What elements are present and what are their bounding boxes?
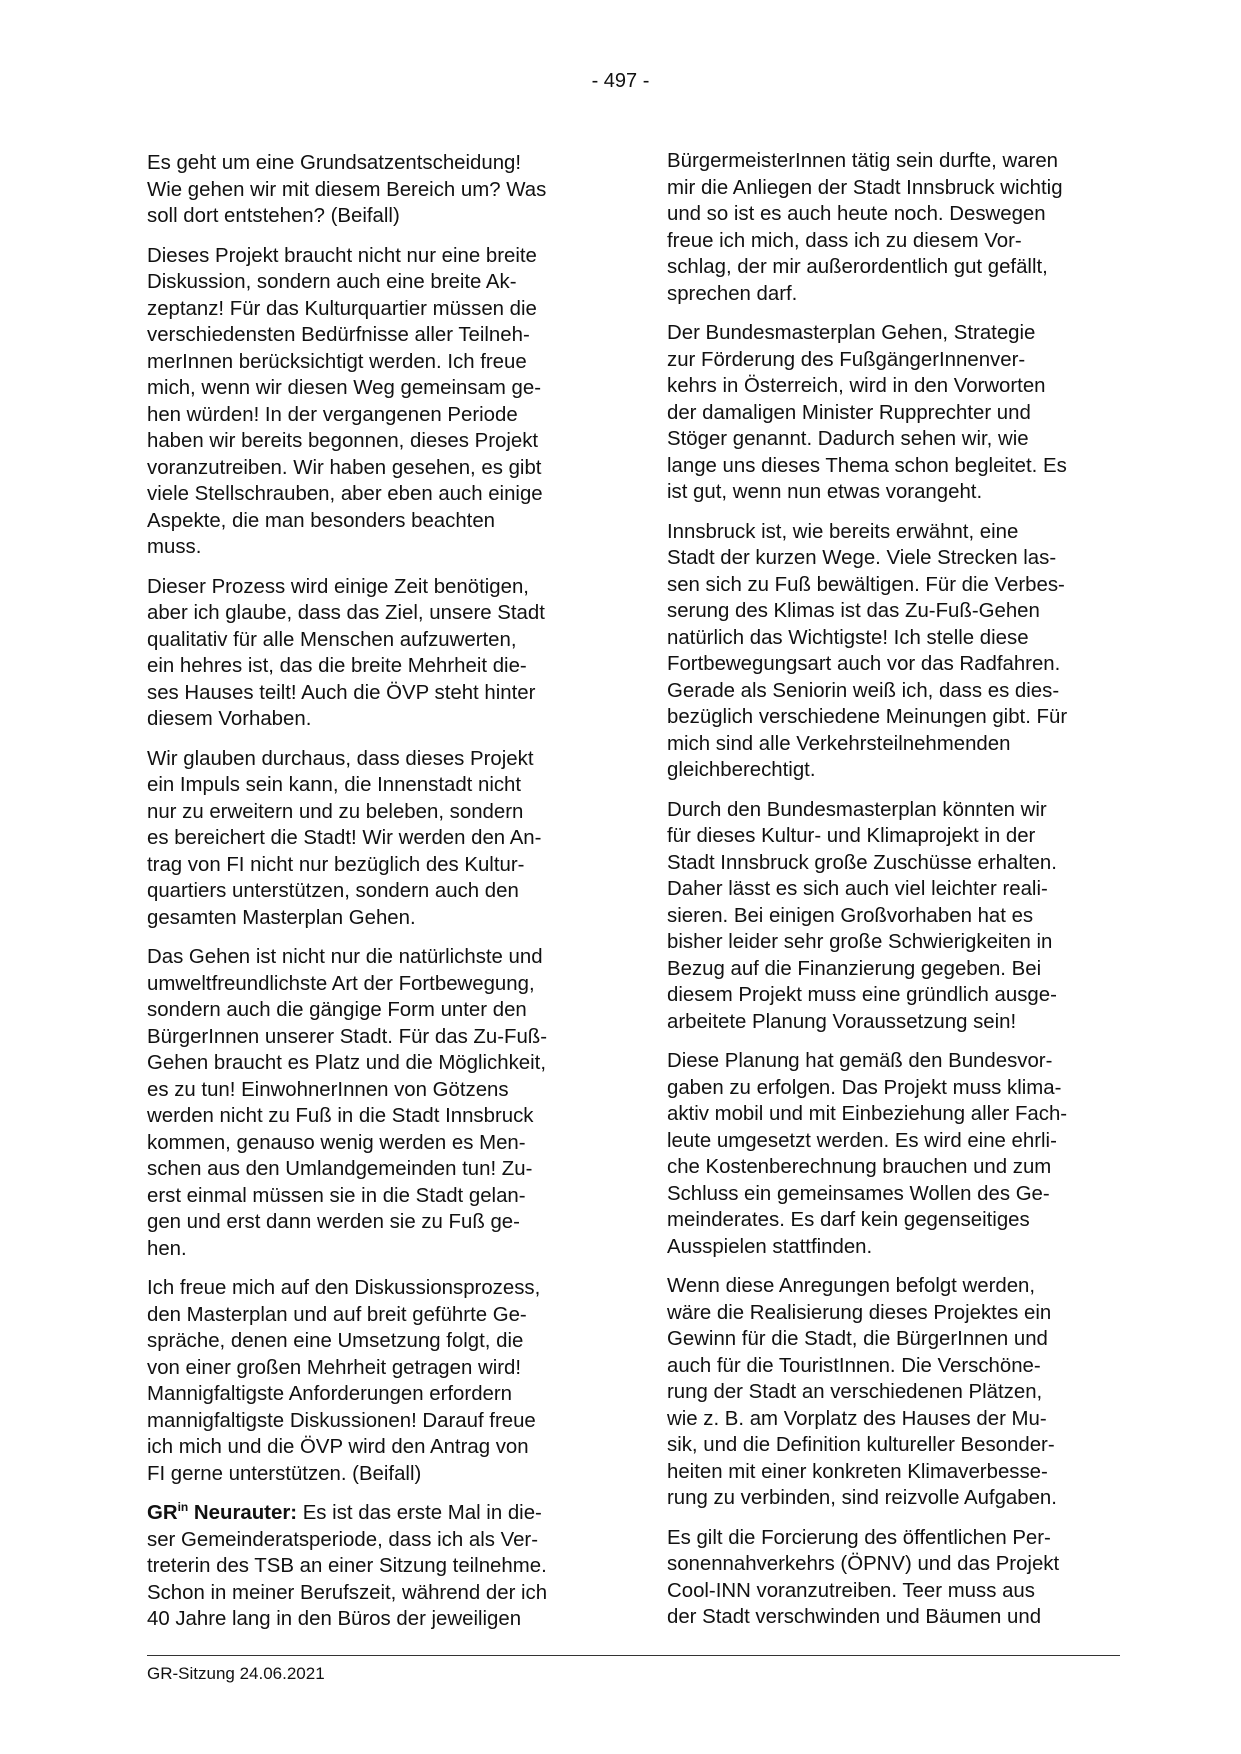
paragraph: Es geht um eine Grundsatzentscheidung! Wie gehen wir mit diesem Bereich um? Was soll dort entstehen? (Beifall) [147, 152, 547, 227]
footer-session-date: GR-Sitzung 24.06.2021 [147, 1664, 325, 1683]
speaker-text: Es ist das erste Mal in die- ser Gemeinderatsperiode, dass ich als Ver- treterin des TSB an einer Sitzung teilnehme. Schon in meiner Berufszeit, während der ich 40 Jahre lang in den Büros der jeweiligen [147, 1502, 548, 1630]
speaker-name [147, 1502, 297, 1524]
paragraph: Wir glauben durchaus, dass dieses Projekt ein Impuls sein kann, die Innenstadt nicht nur zu erweitern und zu beleben, sondern es bereichert die Stadt! Wir werden den An- trag von FI nicht nur bezüglich des Kultur- quartiers unterstützen, sondern auch den gesamten Masterplan Gehen. [147, 747, 542, 929]
paragraph: Diese Planung hat gemäß den Bundesvor- gaben zu erfolgen. Das Projekt muss klima- aktiv mobil und mit Einbeziehung aller Fach- leute umgesetzt werden. Es wird eine ehrli- che Kostenberechnung brauchen und zum Schluss ein gemeinsames Wollen des Ge- meinderates. Es darf kein gegenseitiges Ausspielen stattfinden. [667, 1050, 1068, 1258]
paragraph: Das Gehen ist nicht nur die natürlichste und umweltfreundlichste Art der Fortbewegung, sondern auch die gängige Form unter den BürgerInnen unserer Stadt. Für das Zu-Fuß- Gehen braucht es Platz und die Möglichkeit, es zu tun! EinwohnerInnen von Götzens werden nicht zu Fuß in die Stadt Innsbruck kommen, genauso wenig werden es Men- schen aus den Umlandgemeinden tun! Zu- erst einmal müssen sie in die Stadt gelan- gen und erst dann werden sie zu Fuß ge- hen. [147, 946, 548, 1260]
paragraph: BürgermeisterInnen tätig sein durfte, waren mir die Anliegen der Stadt Innsbruck wichtig und so ist es auch heute noch. Deswegen freue ich mich, dass ich zu diesem Vor- schlag, der mir außerordentlich gut gefällt, sprechen darf. [667, 150, 1063, 305]
paragraph: Es gilt die Forcierung des öffentlichen Per- sonennahverkehrs (ÖPNV) und das Projekt Cool-INN voranzutreiben. Teer muss aus der Stadt verschwinden und Bäumen und [667, 1526, 1060, 1628]
page-number: - 497 - [591, 70, 650, 92]
footer-divider [147, 1655, 1120, 1656]
paragraph: Der Bundesmasterplan Gehen, Strategie zur Förderung des FußgängerInnenver- kehrs in Österreich, wird in den Vorworten der damaligen Minister Rupprechter und Stöger genannt. Dadurch sehen wir, wie lange uns dieses Thema schon begleitet. Es ist gut, wenn nun etwas vorangeht. [667, 322, 1067, 503]
paragraph: Innsbruck ist, wie bereits erwähnt, eine Stadt der kurzen Wege. Viele Strecken las- sen sich zu Fuß bewältigen. Für die Verbes- serung des Klimas ist das Zu-Fuß-Gehen natürlich das Wichtigste! Ich stelle diese Fortbewegungsart auch vor das Radfahren. Gerade als Seniorin weiß ich, dass es dies- bezüglich verschiedene Meinungen gibt. Für mich sind alle Verkehrsteilnehmenden gleichberechtigt. [667, 520, 1068, 781]
paragraph: Wenn diese Anregungen befolgt werden, wäre die Realisierung dieses Projektes ein Gewinn für die Stadt, die BürgerInnen und auch für die TouristInnen. Die Verschöne- rung der Stadt an verschiedenen Plätzen, wie z. B. am Vorplatz des Hauses der Mu- sik, und die Definition kultureller Besonder- heiten mit einer konkreten Klimaverbesse- rung zu verbinden, sind reizvolle Aufgaben. [667, 1275, 1057, 1509]
speaker-title-superscript: in [177, 1500, 189, 1514]
paragraph: Dieses Projekt braucht nicht nur eine breite Diskussion, sondern auch eine breite Ak- zeptanz! Für das Kulturquartier müssen die verschiedensten Bedürfnisse aller Teilneh- merInnen berücksichtigt werden. Ich freue mich, wenn wir diesen Weg gemeinsam ge- hen würden! In der vergangenen Periode haben wir bereits begonnen, dieses Projekt voranzutreiben. Wir haben gesehen, es gibt viele Stellschrauben, aber eben auch einige Aspekte, die man besonders beachten muss. [147, 244, 543, 558]
speaker-paragraph [147, 1500, 599, 1633]
speaker-surname: Neurauter: [188, 1502, 298, 1524]
paragraph: Durch den Bundesmasterplan könnten wir für dieses Kultur- und Klimaprojekt in der Stadt Innsbruck große Zuschüsse erhalten. Daher lässt es sich auch viel leichter reali- sieren. Bei einigen Großvorhaben hat es bisher leider sehr große Schwierigkeiten in Bezug auf die Finanzierung gegeben. Bei diesem Projekt muss eine gründlich ausge- arbeitete Planung Voraussetzung sein! [667, 798, 1057, 1033]
paragraph: Dieser Prozess wird einige Zeit benötigen, aber ich glaube, dass das Ziel, unsere Stadt qualitativ für alle Menschen aufzuwerten, ein hehres ist, das die breite Mehrheit die- ses Hauses teilt! Auch die ÖVP steht hinter diesem Vorhaben. [147, 575, 545, 730]
speaker-title: GR [147, 1502, 178, 1524]
paragraph: Ich freue mich auf den Diskussionsprozess, den Masterplan und auf breit geführte Ge- spräche, denen eine Umsetzung folgt, die von einer großen Mehrheit getragen wird! Mannigfaltigste Anforderungen erfordern mannigfaltigste Diskussionen! Darauf freue ich mich und die ÖVP wird den Antrag von FI gerne unterstützen. (Beifall) [147, 1277, 541, 1485]
right-column [667, 148, 1119, 1644]
left-column [147, 150, 599, 1646]
